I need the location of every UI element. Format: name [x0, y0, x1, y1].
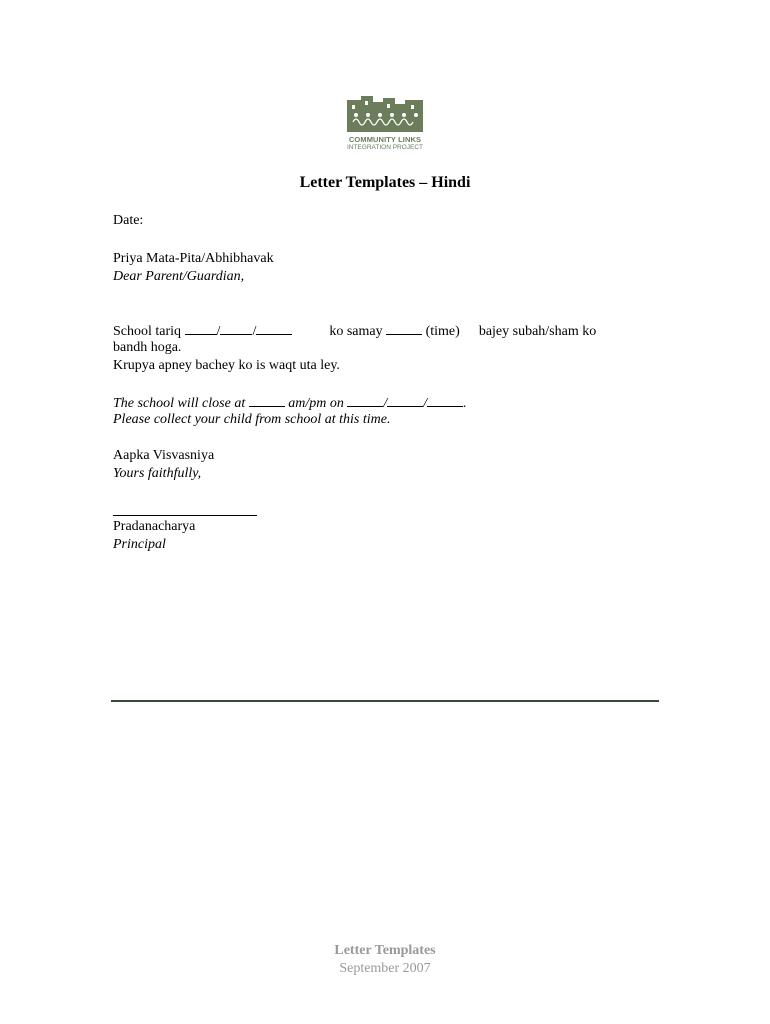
close-year-blank	[427, 393, 463, 407]
logo-subtitle: INTEGRATION PROJECT	[346, 144, 424, 151]
school-tariq-text: School tariq	[113, 324, 182, 339]
signatory-english: Principal	[113, 537, 166, 552]
body-hindi-line-1	[113, 321, 596, 341]
year-blank	[256, 321, 292, 335]
close-month-blank	[387, 393, 423, 407]
body-hindi-line-3: Krupya apney bachey ko is waqt uta ley.	[113, 358, 340, 373]
signature-line	[113, 515, 257, 516]
date-slash: /	[216, 324, 221, 339]
body-english-line-2: Please collect your child from school at this time.	[113, 412, 391, 427]
footer-title: Letter Templates	[334, 943, 436, 958]
time-label: (time)	[425, 324, 460, 339]
footer-date: September 2007	[339, 961, 431, 976]
page-title: Letter Templates – Hindi	[299, 174, 471, 191]
date-slash: /	[252, 324, 257, 339]
close-at-text: The school will close at	[113, 396, 246, 411]
salutation-english: Dear Parent/Guardian,	[113, 269, 245, 284]
time-blank	[386, 321, 422, 335]
bajey-text: bajey subah/sham ko	[478, 324, 597, 339]
day-blank	[185, 321, 217, 335]
ampm-on-text: am/pm on	[288, 396, 344, 411]
community-links-logo	[344, 96, 426, 154]
footer-divider	[111, 700, 659, 702]
body-english-line-1	[113, 393, 467, 413]
salutation-hindi: Priya Mata-Pita/Abhibhavak	[113, 251, 274, 266]
logo-title: COMMUNITY LINKS	[348, 135, 422, 144]
close-time-blank	[249, 393, 285, 407]
town-skyline-icon	[347, 96, 423, 132]
ko-samay-text: ko samay	[329, 324, 383, 339]
closing-hindi: Aapka Visvasniya	[113, 448, 215, 463]
body-hindi-line-2: bandh hoga.	[113, 340, 182, 355]
signatory-hindi: Pradanacharya	[113, 519, 196, 534]
month-blank	[220, 321, 252, 335]
date-label: Date:	[113, 213, 144, 228]
closing-english: Yours faithfully,	[113, 466, 202, 481]
date-slash: /	[423, 396, 428, 411]
close-day-blank	[347, 393, 383, 407]
period: .	[463, 396, 467, 411]
date-slash: /	[383, 396, 388, 411]
